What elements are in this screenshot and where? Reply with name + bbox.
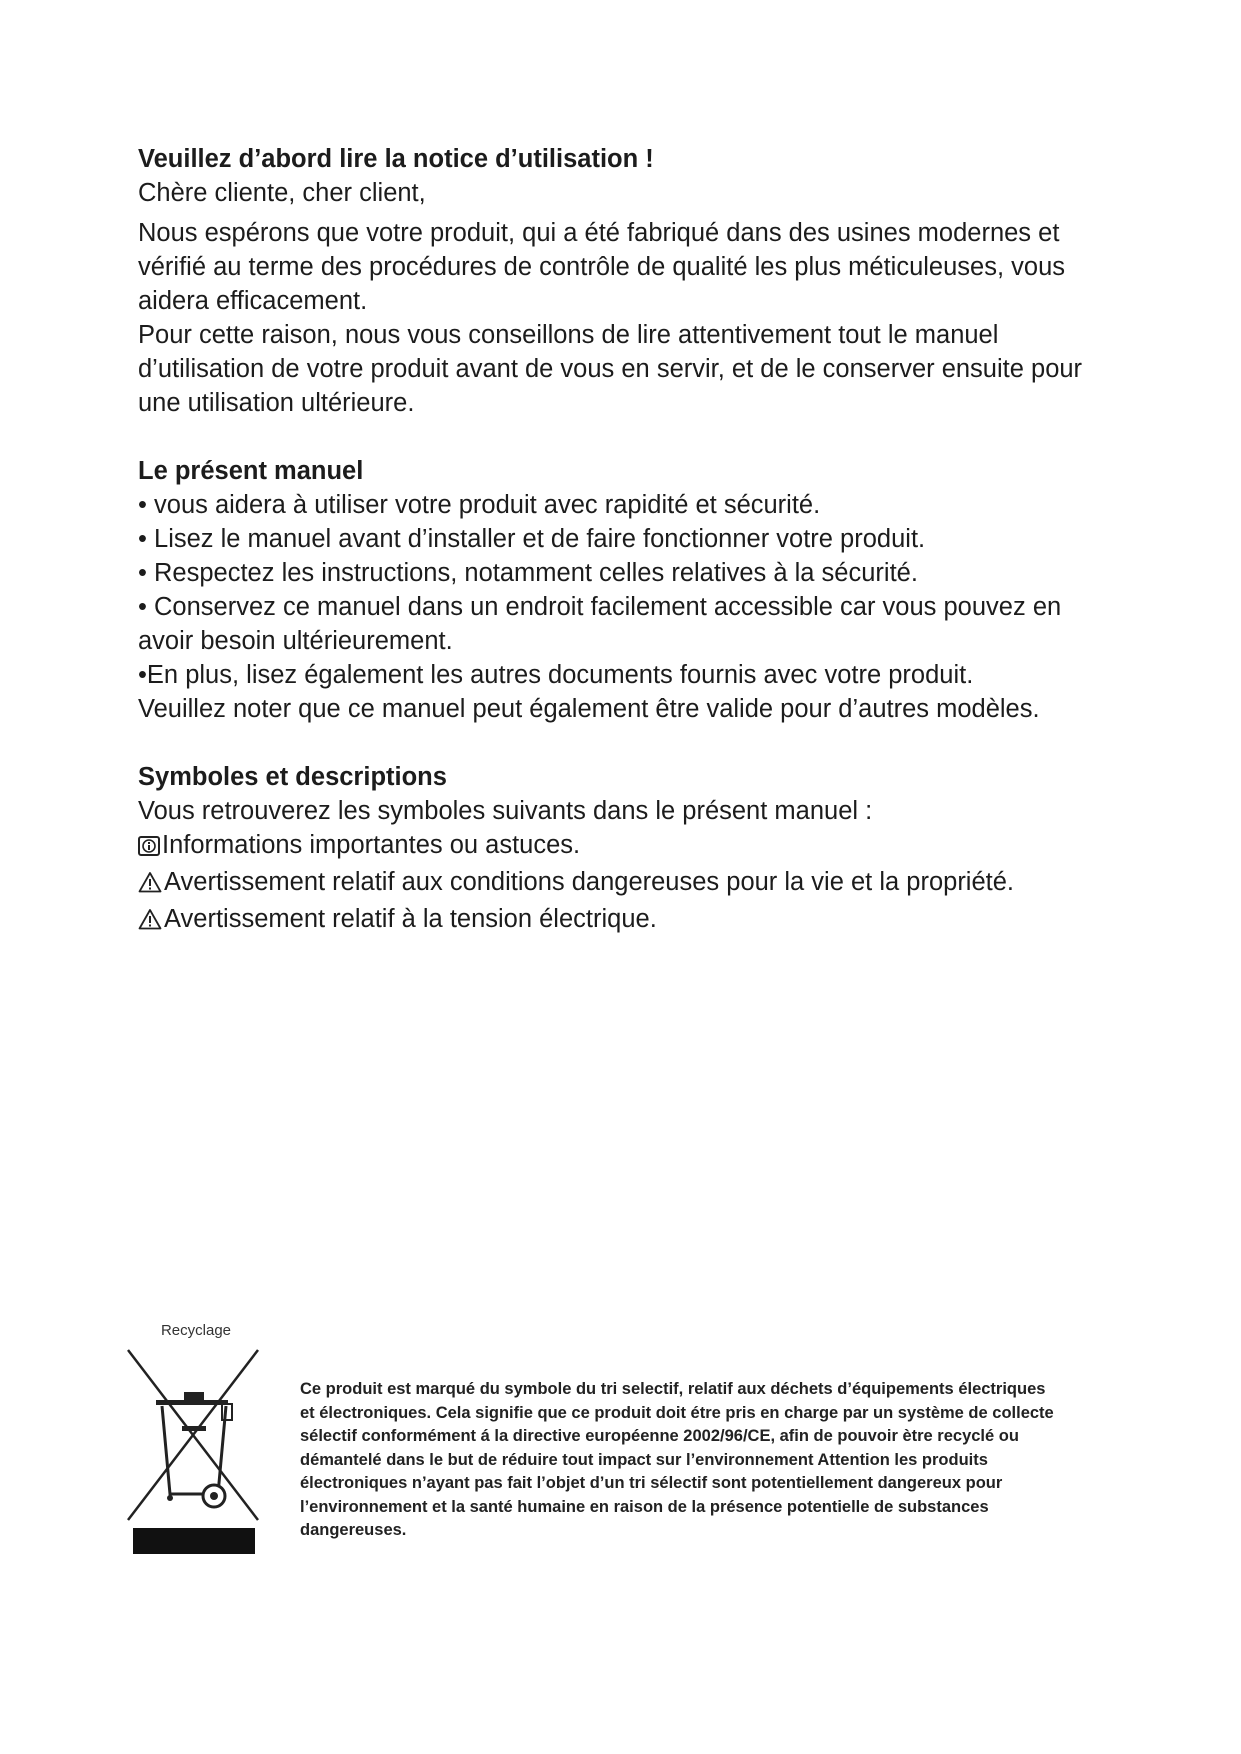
main-content	[138, 142, 1118, 939]
recycling-text: Ce produit est marqué du symbole du tri selectif, relatif aux déchets d’équipements électriques et électroniques. Cela signifie que ce produit doit étre pris en charge par un système de collecte sélectif conformément á la directive européenne 2002/96/CE, afin de pouvoir ètre recyclé ou démantelé dans le but de réduire tout impact sur l’environnement Attention les produits électroniques n’ayant pas fait l’objet d’un tri sélectif sont potentiellement dangereux pour l’environnement et la santé humaine en raison de la présence potentielle de substances dangereuses.	[300, 1380, 1054, 1539]
greeting: Chère cliente, cher client,	[138, 179, 426, 207]
symbol-item	[138, 865, 1118, 902]
symbol-item	[138, 902, 1118, 939]
recycling-label: Recyclage	[160, 1322, 232, 1339]
intro-title: Veuillez d’abord lire la notice d’utilisation !	[138, 145, 654, 173]
symbols-intro: Vous retrouverez les symboles suivants dans le présent manuel :	[138, 797, 873, 825]
intro-paragraph-2: Pour cette raison, nous vous conseillons de lire attentivement tout le manuel d’utilisation de votre produit avant de vous en servir, et de le conserver ensuite pour une utilisation ultérieure.	[138, 321, 1083, 417]
manual-item: • Conservez ce manuel dans un endroit facilement accessible car vous pouvez en avoir besoin ultérieurement.	[138, 593, 1062, 655]
manual-title: Le présent manuel	[138, 457, 364, 485]
manual-item: • Lisez le manuel avant d’installer et de faire fonctionner votre produit.	[138, 525, 926, 553]
crossed-wheelie-bin-icon	[126, 1348, 266, 1528]
symbol-item-label: Informations importantes ou astuces.	[162, 831, 581, 859]
symbols-title: Symboles et descriptions	[138, 763, 447, 791]
symbol-item-label: Avertissement relatif aux conditions dangereuses pour la vie et la propriété.	[164, 868, 1015, 896]
recycling-black-bar	[133, 1528, 255, 1554]
manual-item: • vous aidera à utiliser votre produit avec rapidité et sécurité.	[138, 491, 821, 519]
manual-item: • Respectez les instructions, notamment celles relatives à la sécurité.	[138, 559, 918, 587]
intro-paragraph-1: Nous espérons que votre produit, qui a été fabriqué dans des usines modernes et vérifié au terme des procédures de contrôle de qualité les plus méticuleuses, vous aidera efficacement.	[138, 219, 1066, 315]
warning-triangle-icon	[138, 905, 162, 939]
info-icon	[138, 831, 160, 865]
symbol-item-label: Avertissement relatif à la tension électrique.	[164, 905, 657, 933]
recycling-symbol	[126, 1322, 266, 1562]
manual-item: •En plus, lisez également les autres documents fournis avec votre produit.	[138, 661, 974, 689]
manual-note: Veuillez noter que ce manuel peut également être valide pour d’autres modèles.	[138, 695, 1040, 723]
warning-triangle-icon	[138, 868, 162, 902]
symbol-item	[138, 828, 1118, 865]
